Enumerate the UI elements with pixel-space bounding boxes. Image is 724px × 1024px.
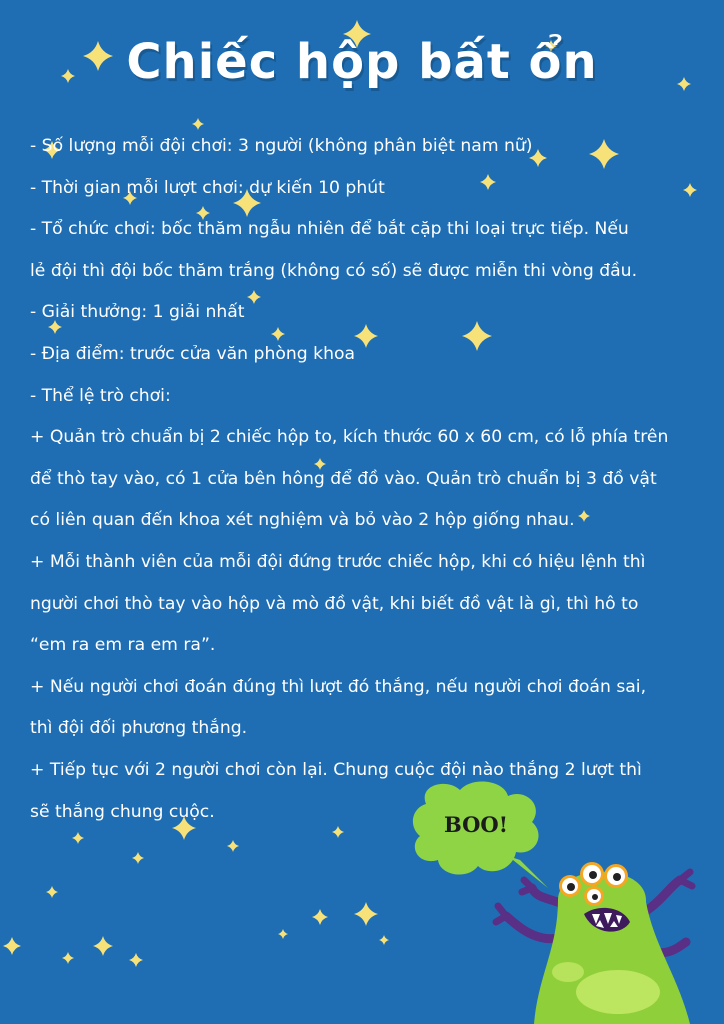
star-icon [132,852,144,864]
text-line: + Tiếp tục với 2 người chơi còn lại. Chung cuộc đội nào thắng 2 lượt thì [30,759,642,780]
monster-illustration [408,776,708,1024]
star-icon [93,936,113,956]
text-line: người chơi thò tay vào hộp và mò đồ vật, khi biết đồ vật là gì, thì hô to [30,593,639,614]
page-title: Chiếc hộp bất ổn [126,34,598,90]
text-line: - Thời gian mỗi lượt chơi: dự kiến 10 phút [30,177,385,198]
star-icon [354,902,378,926]
text-line: - Thể lệ trò chơi: [30,385,171,406]
star-icon [227,840,239,852]
star-icon [62,952,74,964]
star-icon [129,953,143,967]
star-icon [46,886,58,898]
text-line: - Giải thưởng: 1 giải nhất [30,302,245,323]
text-line: thì đội đối phương thắng. [30,718,248,739]
star-icon [72,832,84,844]
text-line: - Tổ chức chơi: bốc thăm ngẫu nhiên để bắt cặp thi loại trực tiếp. Nếu [30,219,629,240]
text-line: - Địa điểm: trước cửa văn phòng khoa [30,343,356,364]
star-icon [379,935,389,945]
text-line: lẻ đội thì đội bốc thăm trắng (không có số) sẽ được miễn thi vòng đầu. [30,260,638,281]
star-icon [278,929,288,939]
star-icon [312,909,328,925]
speech-bubble [413,781,548,888]
text-line: - Số lượng mỗi đội chơi: 3 người (không phân biệt nam nữ) [30,136,533,156]
star-icon [3,937,21,955]
rules-text [30,126,718,833]
text-line: “em ra em ra em ra”. [30,635,216,656]
text-line: có liên quan đến khoa xét nghiệm và bỏ vào 2 hộp giống nhau. [30,510,575,531]
text-line: + Nếu người chơi đoán đúng thì lượt đó thắng, nếu người chơi đoán sai, [30,676,647,697]
text-line: + Quản trò chuẩn bị 2 chiếc hộp to, kích thước 60 x 60 cm, có lỗ phía trên [30,427,669,448]
text-line: + Mỗi thành viên của mỗi đội đứng trước chiếc hộp, khi có hiệu lệnh thì [30,551,646,572]
text-line: sẽ thắng chung cuộc. [30,801,215,822]
speech-bubble-text: BOO! [444,812,508,837]
text-line: để thò tay vào, có 1 cửa bên hông để đồ vào. Quản trò chuẩn bị 3 đồ vật [30,468,657,489]
